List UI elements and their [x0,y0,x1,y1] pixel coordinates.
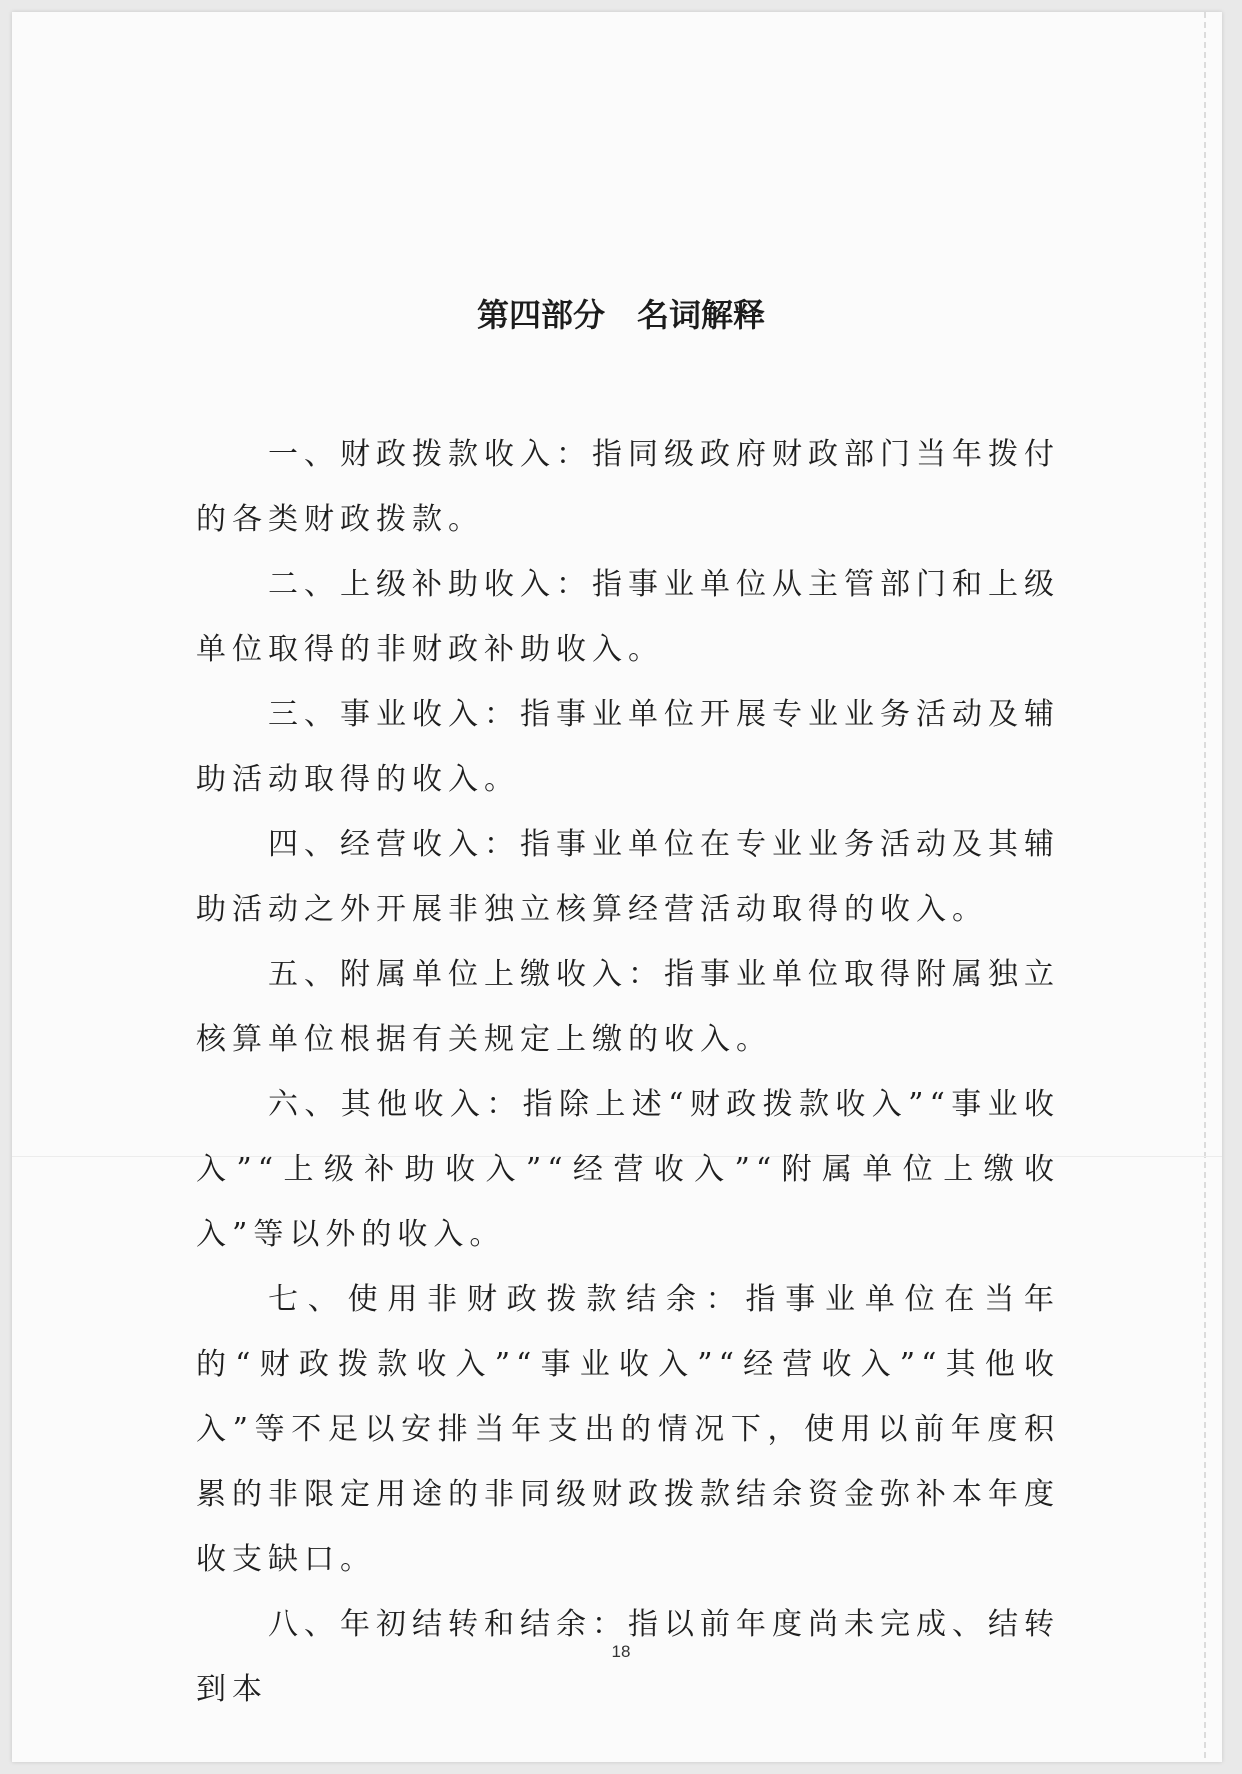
paragraph-7: 七、使用非财政拨款结余：指事业单位在当年的“财政拨款收入”“事业收入”“经营收入”“其他收入”等不足以安排当年支出的情况下，使用以前年度积累的非限定用途的非同级财政拨款结余资金弥补本年度收支缺口。 [196,1282,1060,1577]
paragraph-6: 六、其他收入：指除上述“财政拨款收入”“事业收入”“上级补助收入”“经营收入”“附属单位上缴收入”等以外的收入。 [196,1087,1060,1252]
page-number: 18 [611,1642,631,1661]
paragraph-8: 八、年初结转和结余：指以前年度尚未完成、结转到本 [196,1607,1060,1707]
paragraph-3: 三、事业收入：指事业单位开展专业业务活动及辅助活动取得的收入。 [196,697,1060,797]
paragraph-2: 二、上级补助收入：指事业单位从主管部门和上级单位取得的非财政补助收入。 [196,567,1060,667]
document-body [196,422,1060,1722]
paragraph-4: 四、经营收入：指事业单位在专业业务活动及其辅助活动之外开展非独立核算经营活动取得的收入。 [196,827,1060,927]
paragraph-1: 一、财政拨款收入：指同级政府财政部门当年拨付的各类财政拨款。 [196,437,1060,537]
page-title: 第四部分 名词解释 [476,296,765,334]
paragraph-5: 五、附属单位上缴收入：指事业单位取得附属独立核算单位根据有关规定上缴的收入。 [196,957,1060,1057]
scan-edge-shadow [1204,12,1206,1762]
